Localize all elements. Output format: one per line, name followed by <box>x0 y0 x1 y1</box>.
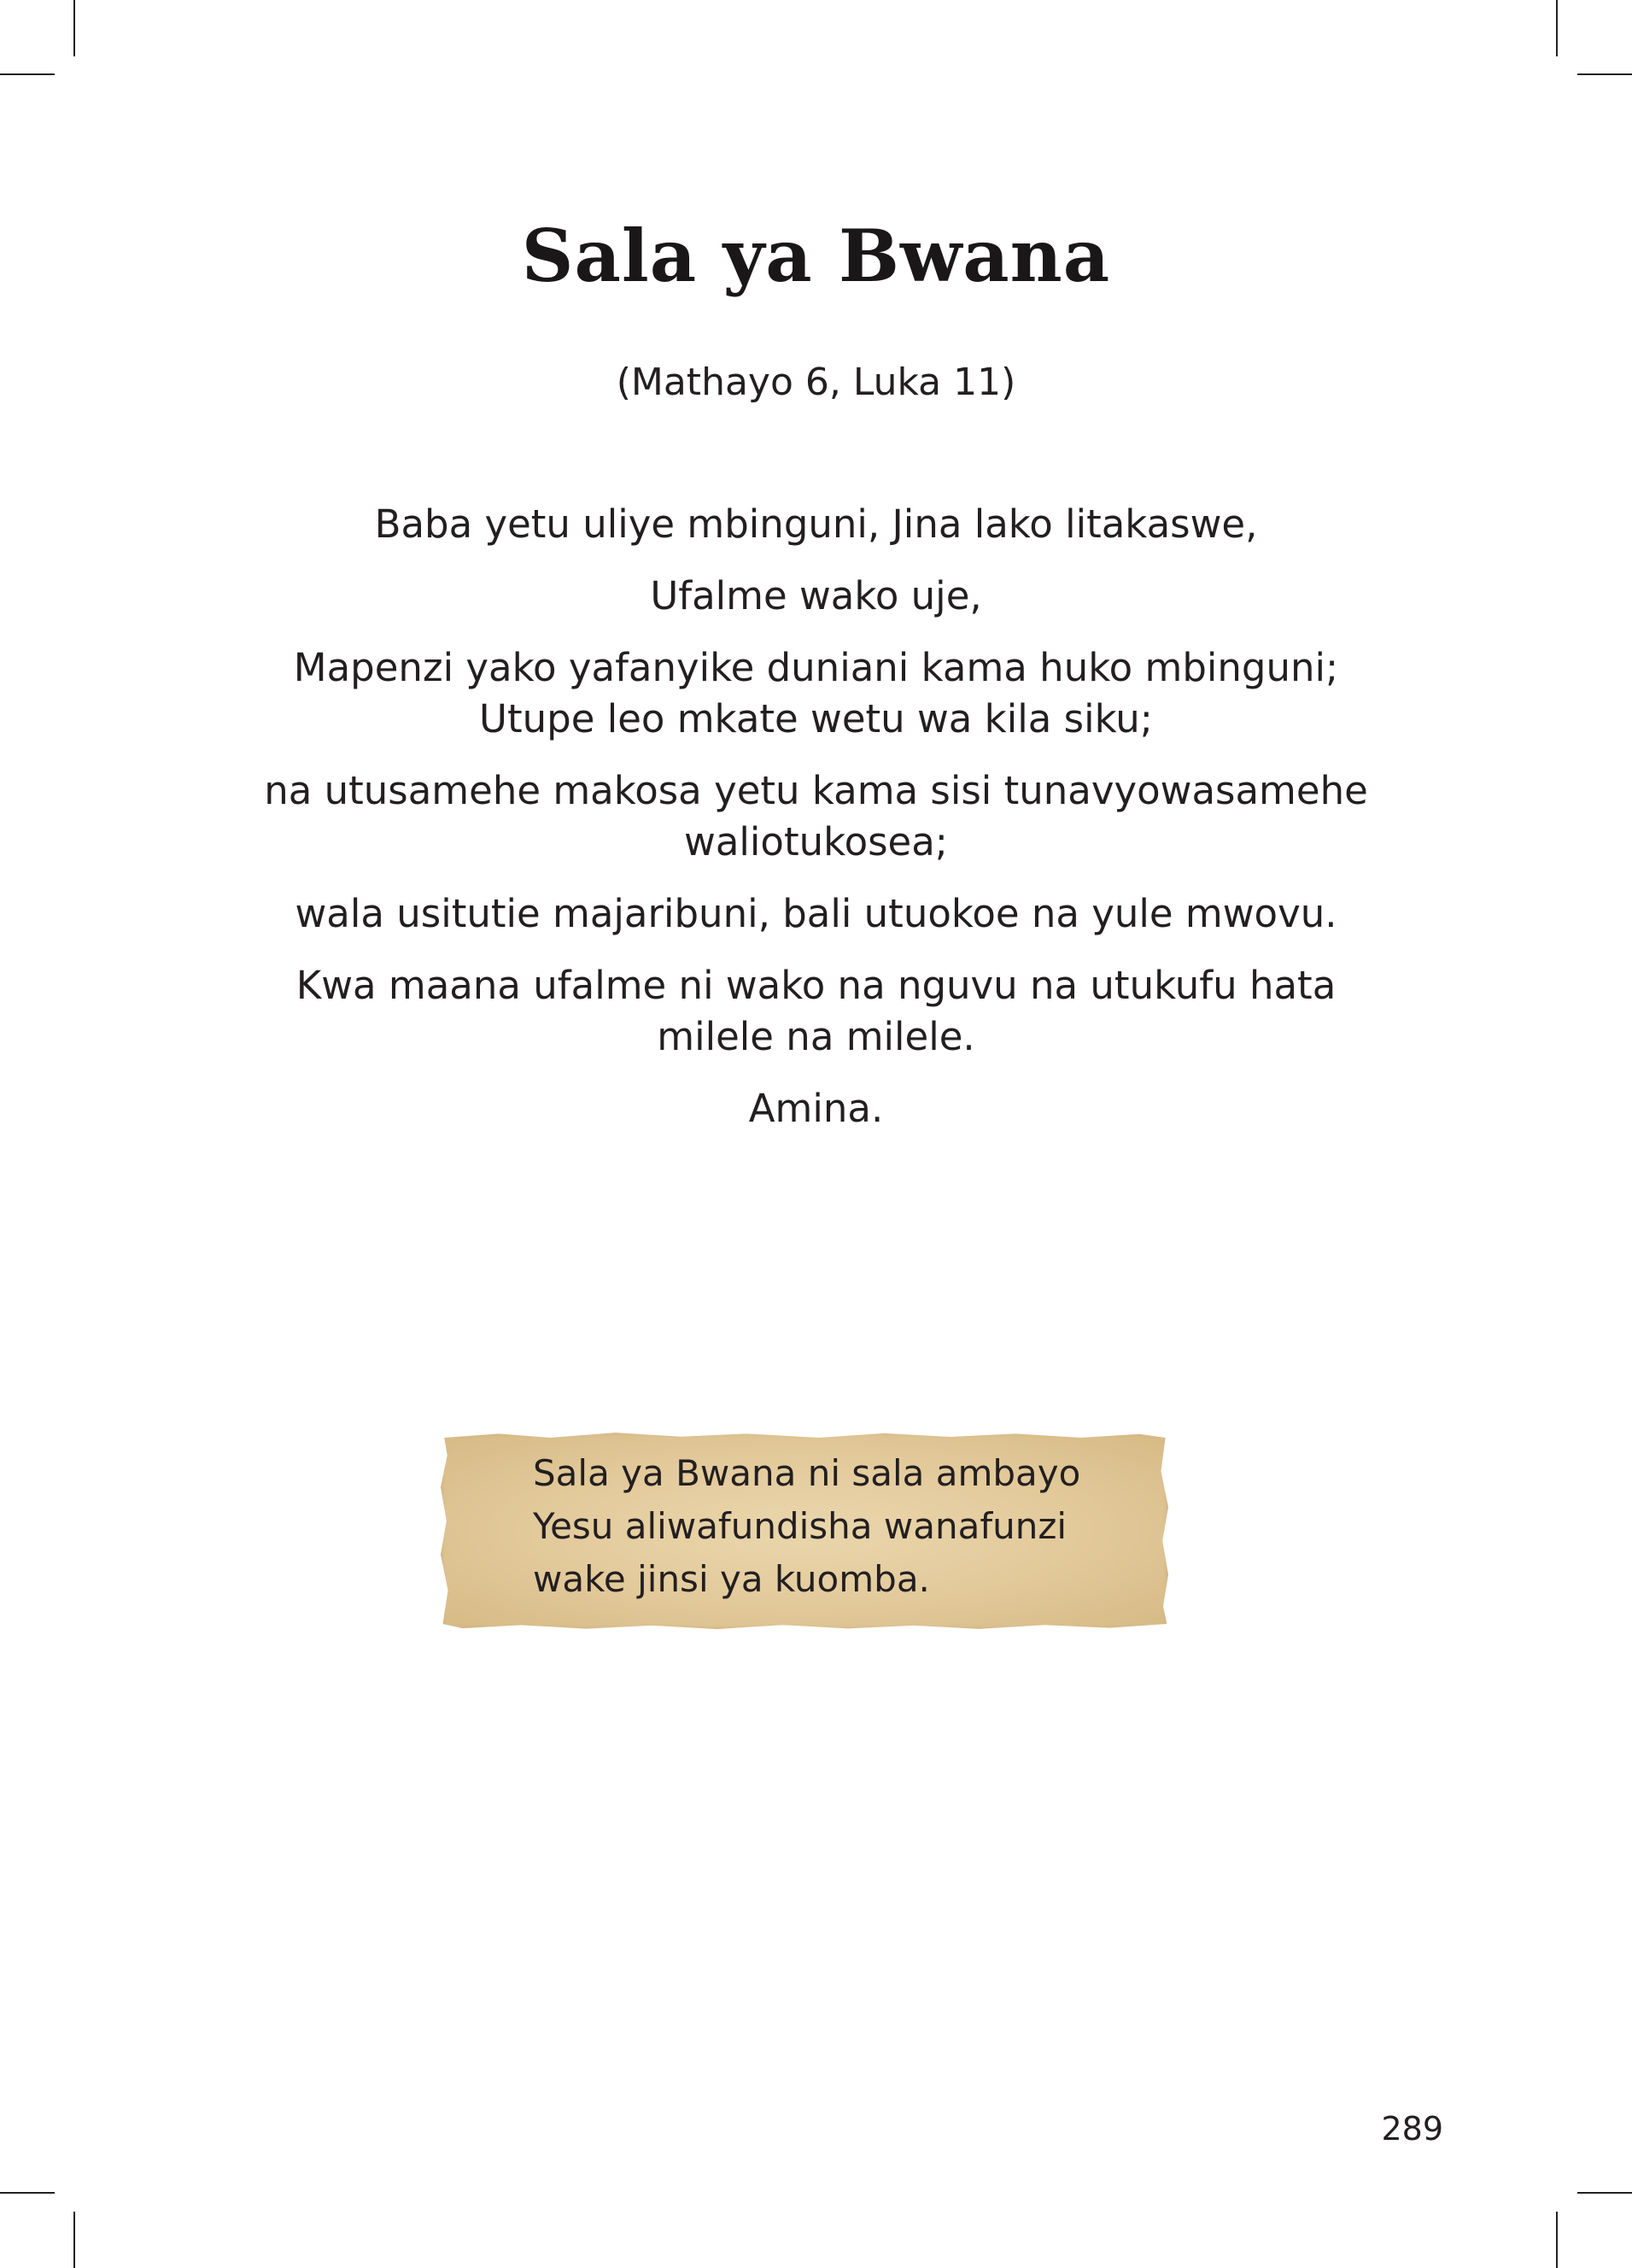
prayer-line: Ufalme wako uje, <box>650 573 982 618</box>
prayer-line: Baba yetu uliye mbinguni, Jina lako litakaswe, <box>374 501 1258 547</box>
note-line: Yesu aliwafundisha wanafunzi <box>533 1505 1068 1547</box>
prayer-text <box>171 499 1461 1155</box>
note-text <box>533 1447 1165 1606</box>
page-title: Sala ya Bwana <box>521 214 1111 298</box>
crop-mark-bottom-left-h <box>0 2192 55 2194</box>
prayer-line: Utupe leo mkate wetu wa kila siku; <box>479 696 1153 741</box>
crop-mark-top-left <box>73 0 75 56</box>
crop-mark-bottom-left <box>73 2212 75 2268</box>
crop-mark-top-right-h <box>1577 73 1632 75</box>
note-line: Sala ya Bwana ni sala ambayo <box>533 1452 1081 1494</box>
scripture-reference: (Mathayo 6, Luka 11) <box>616 360 1016 404</box>
prayer-line: wala usitutie majaribuni, bali utuokoe na yule mwovu. <box>295 891 1337 936</box>
crop-mark-top-left-h <box>0 73 55 75</box>
prayer-line: waliotukosea; <box>684 819 948 864</box>
page-number: 289 <box>1381 2110 1443 2148</box>
prayer-line: milele na milele. <box>657 1014 975 1059</box>
crop-mark-top-right <box>1556 0 1558 56</box>
prayer-line: Kwa maana ufalme ni wako na nguvu na utukufu hata <box>295 963 1337 1008</box>
prayer-line: Amina. <box>748 1086 884 1131</box>
note-line: wake jinsi ya kuomba. <box>533 1558 930 1600</box>
crop-mark-bottom-right-h <box>1577 2192 1632 2194</box>
prayer-line: na utusamehe makosa yetu kama sisi tunavyowasamehe <box>264 768 1368 813</box>
crop-mark-bottom-right <box>1556 2212 1558 2268</box>
prayer-line: Mapenzi yako yafanyike duniani kama huko mbinguni; <box>293 645 1339 690</box>
